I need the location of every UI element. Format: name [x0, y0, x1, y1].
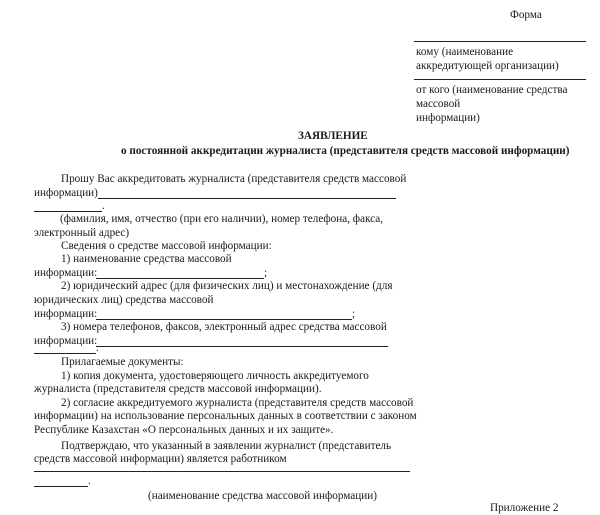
doc2-text-2: информации) на использование персональных данных в соответствии с законом	[34, 410, 417, 422]
request-text-1: Прошу Вас аккредитовать журналиста (представителя средств массовой	[61, 173, 407, 185]
media-contacts-line	[96, 346, 388, 347]
item2-text-1: 2) юридический адрес (для физических лиц) и местонахождение (для	[61, 280, 393, 292]
item2-text-2: юридических лиц) средства массовой	[34, 294, 214, 306]
item3-text-1: 3) номера телефонов, факсов, электронный адрес средства массовой	[61, 321, 387, 333]
sender-caption-3: информации)	[416, 112, 480, 124]
media-name-caption: (наименование средства массовой информации)	[148, 490, 377, 502]
doc1-text-2: журналиста (представителя средств массовой информации).	[34, 383, 322, 395]
attached-heading: Прилагаемые документы:	[61, 356, 184, 368]
item3-end: .	[96, 342, 99, 354]
appendix-label: Приложение 2	[490, 502, 559, 514]
recipient-caption-1: кому (наименование	[416, 46, 514, 58]
doc1-text-1: 1) копия документа, удостоверяющего личность аккредитуемого	[61, 370, 369, 382]
item2-end: ;	[352, 308, 356, 320]
journalist-name-line	[98, 198, 396, 199]
media-contacts-line-2	[34, 353, 96, 354]
item1-text-2: информации:	[34, 267, 98, 279]
employer-line	[34, 471, 410, 472]
media-info-heading: Сведения о средстве массовой информации:	[61, 240, 272, 252]
document-title: ЗАЯВЛЕНИЕ	[298, 130, 368, 142]
sender-caption-1: от кого (наименование средства	[416, 84, 568, 96]
employer-line-2	[34, 486, 88, 487]
doc2-text-1: 2) согласие аккредитуемого журналиста (представителя средств массовой	[61, 397, 414, 409]
confirm-end-dot: .	[88, 475, 91, 487]
confirm-text-2: средств массовой информации) является работником	[34, 453, 287, 465]
item3-text-2: информации:	[34, 335, 98, 347]
recipient-line	[414, 41, 586, 42]
item1-end: ;	[264, 267, 268, 279]
document-subtitle: о постоянной аккредитации журналиста (представителя средств массовой информации)	[121, 145, 570, 157]
fio-caption-2: электронный адрес)	[34, 227, 130, 239]
doc2-text-3: Республике Казахстан «О персональных данных и их защите».	[34, 424, 334, 436]
confirm-text-1: Подтверждаю, что указанный в заявлении журналист (представитель	[61, 440, 392, 452]
item2-text-3: информации:	[34, 308, 98, 320]
request-end-dot: .	[102, 200, 105, 212]
sender-caption-2: массовой	[416, 98, 461, 110]
fio-caption-1: (фамилия, имя, отчество (при его наличии), номер телефона, факса,	[60, 213, 384, 225]
sender-line	[414, 79, 586, 80]
request-text-2: информации)	[34, 187, 98, 199]
recipient-caption-2: аккредитующей организации)	[416, 60, 559, 72]
form-label: Форма	[510, 9, 542, 21]
item1-text-1: 1) наименование средства массовой	[61, 253, 232, 265]
